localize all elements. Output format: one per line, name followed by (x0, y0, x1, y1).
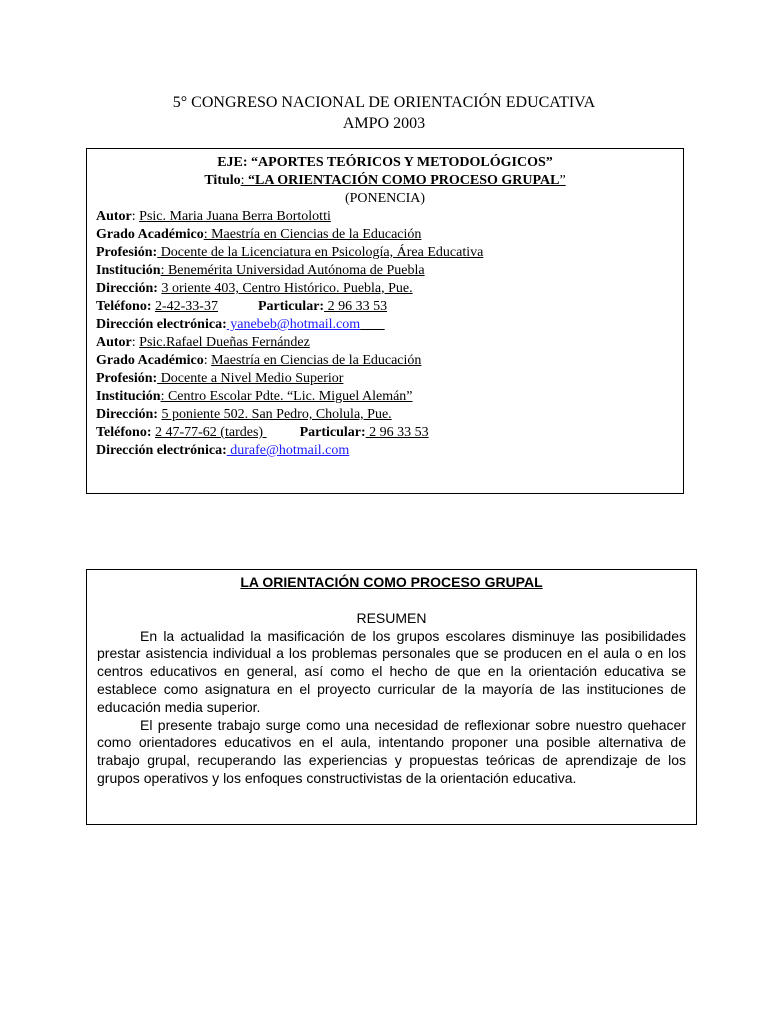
summary-paragraph-2: El presente trabajo surge como una necesidad de reflexionar sobre nuestro quehacer como orientadores educativos en el aula, intentando proponer una posible alternativa de trabajo grupal, recuperando las experiencias y propuestas teóricas de aprendizaje de los grupos operativos y los enfoques constructivistas de la orientación educativa. (97, 716, 686, 786)
titulo-line: Titulo: “LA ORIENTACIÓN COMO PROCESO GRUPAL” (204, 173, 566, 188)
author1-institucion: Institución: Benemérita Universidad Autónoma de Puebla (96, 263, 425, 278)
summary-box (86, 569, 697, 825)
author1-email-link[interactable]: yanebeb@hotmail.com (226, 317, 361, 332)
eje-line: EJE: “APORTES TEÓRICOS Y METODOLÓGICOS” (217, 155, 553, 170)
author2-email-link[interactable]: durafe@hotmail.com (226, 443, 350, 458)
titulo-value: “LA ORIENTACIÓN COMO PROCESO GRUPAL (248, 173, 560, 188)
author1-direccion: Dirección: 3 oriente 403, Centro Histórico. Puebla, Pue. (96, 281, 413, 296)
congress-subtitle: AMPO 2003 (342, 115, 426, 132)
author1-grado: Grado Académico: Maestría en Ciencias de la Educación (96, 227, 422, 242)
info-box (86, 148, 684, 494)
author2-institucion: Institución: Centro Escolar Pdte. “Lic. Miguel Alemán” (96, 389, 413, 404)
author1-telefono: Teléfono: 2-42-33-37 Particular: 2 96 33 53 (96, 299, 388, 314)
author2-profesion: Profesión: Docente a Nivel Medio Superior (96, 371, 344, 386)
author2-email: Dirección electrónica: durafe@hotmail.com (96, 443, 350, 458)
author2-grado: Grado Académico: Maestría en Ciencias de la Educación (96, 353, 422, 368)
page-header (0, 92, 768, 134)
author1-email: Dirección electrónica: yanebeb@hotmail.com (96, 317, 361, 332)
author2-telefono: Teléfono: 2 47-77-62 (tardes) Particular: 2 96 33 53 (96, 425, 429, 440)
summary-title: LA ORIENTACIÓN COMO PROCESO GRUPAL (240, 574, 543, 590)
titulo-label: Titulo (204, 173, 241, 188)
resumen-heading: RESUMEN (356, 609, 427, 626)
congress-title: 5° CONGRESO NACIONAL DE ORIENTACIÓN EDUCATIVA (172, 94, 596, 111)
author1-profesion: Profesión: Docente de la Licenciatura en Psicología, Área Educativa (96, 245, 484, 260)
summary-paragraph-1: En la actualidad la masificación de los grupos escolares disminuye las posibilidades prestar asistencia individual a los problemas personales que se producen en el aula o en los centros educativos en general, así como el hecho de que en la orientación educativa se establece como asignatura en el proyecto curricular de la mayoría de las instituciones de educación media superior. (97, 627, 686, 715)
ponencia-line: (PONENCIA) (344, 191, 426, 206)
author1-autor: Autor: Psic. Maria Juana Berra Bortolotti (96, 209, 331, 224)
author2-autor: Autor: Psic.Rafael Dueñas Fernández (96, 335, 310, 350)
author2-direccion: Dirección: 5 poniente 502. San Pedro, Cholula, Pue. (96, 407, 392, 422)
